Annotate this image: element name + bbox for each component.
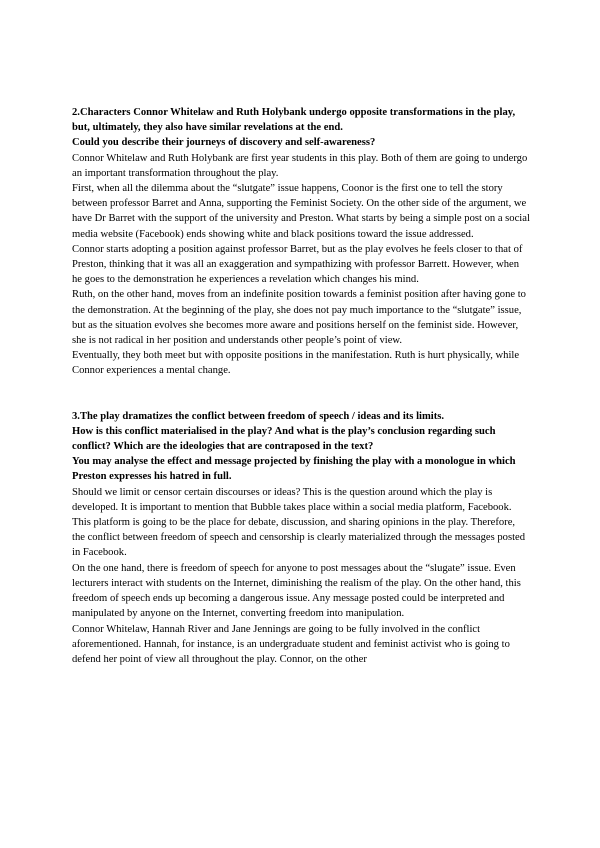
answer-3-paragraph-1: Should we limit or censor certain discourses or ideas? This is the question around which the play is developed. It is important to mention that Bubble takes place within a social media platform, Facebook. This platform is going to be the place for debate, discussion, and sharing opinions in the play. Therefore, the conflict between freedom of speech and censorship is clearly materialized through the messages posted in Facebook. [72, 486, 526, 559]
question-3-line-1: 3.The play dramatizes the conflict between freedom of speech / ideas and its limits. [72, 410, 445, 422]
section-2 [72, 105, 530, 379]
question-3-line-2: How is this conflict materialised in the play? And what is the play’s conclusion regarding such conflict? Which are the ideologies that are contraposed in the text? [72, 425, 496, 453]
answer-3-paragraph-3: Connor Whitelaw, Hannah River and Jane Jennings are going to be fully involved in the conflict aforementioned. Hannah, for instance, is an undergraduate student and feminist activist who is going to defend her point of view all throughout the play. Connor, on the other [72, 623, 510, 665]
answer-2-paragraph-5: Eventually, they both meet but with opposite positions in the manifestation. Ruth is hurt physically, while Connor experiences a mental change. [72, 350, 520, 377]
question-3-line-3: You may analyse the effect and message projected by finishing the play with a monologue in which Preston expresses his hatred in full. [72, 456, 516, 483]
answer-2-paragraph-1: Connor Whitelaw and Ruth Holybank are first year students in this play. Both of them are going to undergo an important transformation throughout the play. [72, 152, 528, 179]
answer-2-paragraph-2: First, when all the dilemma about the “slutgate” issue happens, Coonor is the first one to tell the story between professor Barret and Anna, supporting the Feminist Society. On the other side of the argument, we have Dr Barret with the support of the university and Preston. What starts by being a simple post on a social media website (Facebook) ends showing white and black positions toward the issue addressed. [72, 183, 530, 240]
answer-2-paragraph-4: Ruth, on the other hand, moves from an indefinite position towards a feminist position after having gone to the demonstration. At the beginning of the play, she does not pay much importance to the “slutgate” issue, but as the situation evolves she becomes more aware and positions herself on the feminist side. However, she is not radical in her position and understands other people’s point of view. [72, 289, 526, 347]
question-2-line-2: Could you describe their journeys of discovery and self-awareness? [72, 137, 376, 149]
document-page [72, 105, 530, 667]
section-3 [72, 409, 530, 667]
answer-3-paragraph-2: On the one hand, there is freedom of speech for anyone to post messages about the “slugate” issue. Even lecturers interact with students on the Internet, diminishing the realism of the play. On the other hand, this freedom of speech ends up becoming a dangerous issue. Any message posted could be interpreted and manipulated by anyone on the Internet, converting freedom into manipulation. [72, 562, 521, 620]
answer-2-paragraph-3: Connor starts adopting a position against professor Barret, but as the play evolves he feels closer to that of Preston, thinking that it was all an exaggeration and sympathizing with professor Barrett. However, when he goes to the demonstration he experiences a revelation which changes his mind. [72, 243, 523, 286]
section-gap [72, 379, 530, 409]
question-2-line-1: 2.Characters Connor Whitelaw and Ruth Holybank undergo opposite transformations in the play, but, ultimately, they also have similar revelations at the end. [72, 107, 516, 134]
